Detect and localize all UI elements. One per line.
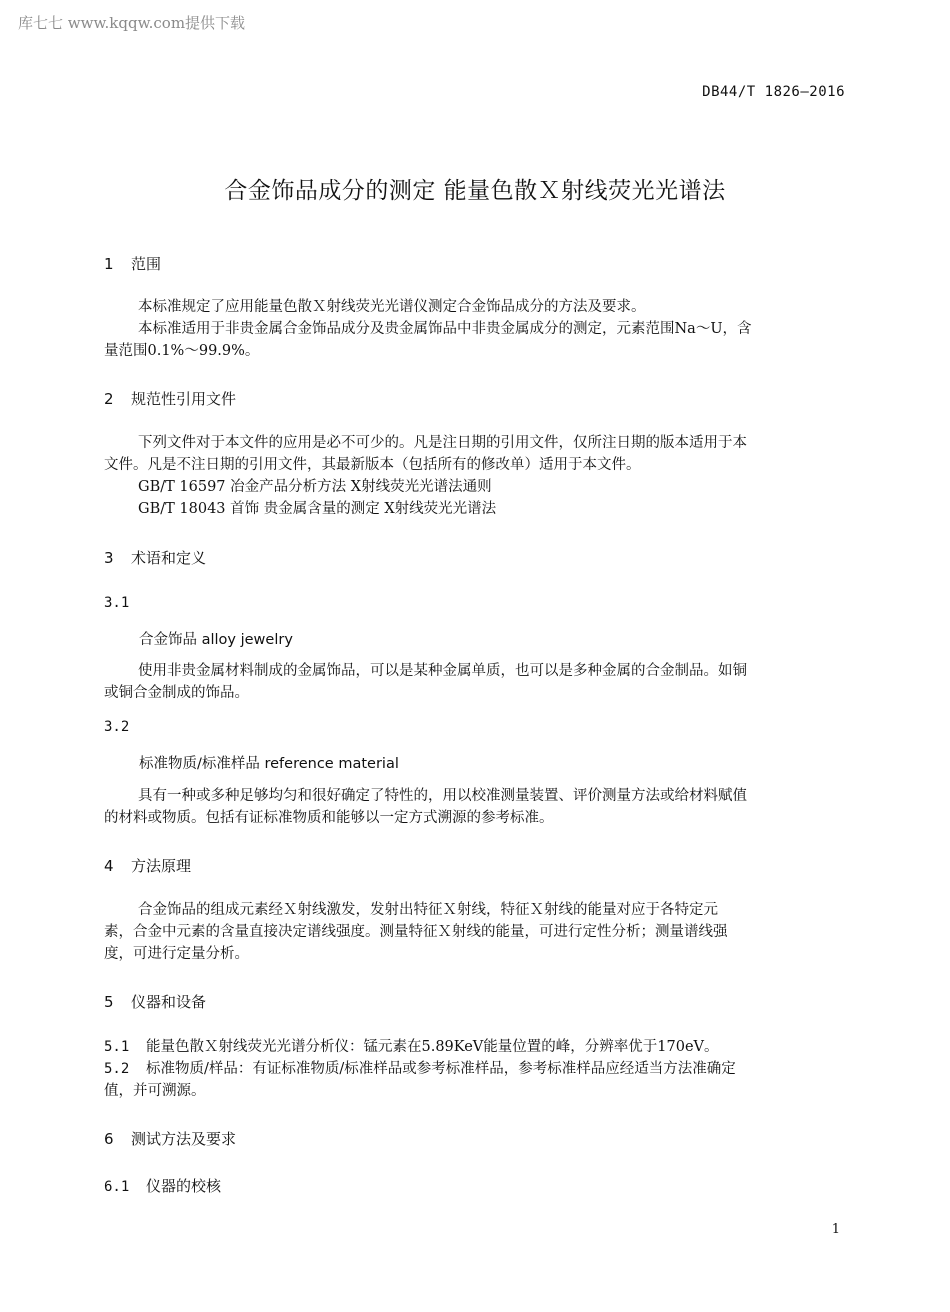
subsection-title: 仪器的校核 — [146, 1177, 222, 1195]
text-line: 素，合金中元素的含量直接决定谱线强度。测量特征Ｘ射线的能量，可进行定性分析；测量谱线强 — [104, 924, 728, 940]
item-text: 能量色散Ｘ射线荧光光谱分析仪：锰元素在5.89KeV能量位置的峰，分辨率优于170eV。 — [146, 1039, 719, 1055]
standard-code: DB44/T 1826—2016 — [702, 84, 845, 100]
section-2-heading — [104, 388, 236, 409]
section-3-heading — [104, 547, 206, 568]
subsection-number: 6.1 — [104, 1179, 130, 1195]
section-title: 规范性引用文件 — [131, 390, 237, 408]
section-5-body — [104, 1036, 846, 1102]
section-title: 术语和定义 — [131, 549, 207, 567]
section-number: 4 — [104, 857, 114, 875]
text-line: 或铜合金制成的饰品。 — [104, 685, 249, 701]
section-title: 仪器和设备 — [131, 993, 207, 1011]
text-line: 文件。凡是不注日期的引用文件，其最新版本（包括所有的修改单）适用于本文件。 — [104, 457, 641, 473]
instrument-item — [104, 1036, 846, 1058]
term-3-2-title: 标准物质/标准样品 reference material — [139, 756, 399, 772]
section-1-heading — [104, 253, 161, 274]
item-number: 5.1 — [104, 1039, 130, 1055]
section-title: 范围 — [131, 255, 162, 273]
section-number: 1 — [104, 255, 114, 273]
term-3-1-definition — [104, 660, 846, 704]
term-3-1-title: 合金饰品 alloy jewelry — [139, 632, 293, 648]
page-number: 1 — [831, 1222, 840, 1237]
section-4-body — [104, 899, 846, 965]
section-number: 3 — [104, 549, 114, 567]
reference-item: GB/T 16597 冶金产品分析方法 X射线荧光光谱法通则 — [138, 479, 492, 495]
term-3-2-definition — [104, 785, 846, 829]
section-5-heading — [104, 991, 206, 1012]
item-number: 5.2 — [104, 1061, 130, 1077]
section-1-body — [104, 296, 846, 362]
instrument-item — [104, 1058, 846, 1080]
term-3-1-number: 3.1 — [104, 595, 130, 611]
subsection-6-1-heading — [104, 1175, 221, 1196]
text-line: 合金饰品的组成元素经Ｘ射线激发，发射出特征Ｘ射线，特征Ｘ射线的能量对应于各特定元 — [138, 902, 718, 918]
section-title: 方法原理 — [131, 857, 192, 875]
text-line: 的材料或物质。包括有证标准物质和能够以一定方式溯源的参考标准。 — [104, 810, 554, 826]
text-line: 下列文件对于本文件的应用是必不可少的。凡是注日期的引用文件，仅所注日期的版本适用于本 — [138, 435, 747, 451]
section-6-heading — [104, 1128, 236, 1149]
reference-item: GB/T 18043 首饰 贵金属含量的测定 X射线荧光光谱法 — [138, 501, 497, 517]
item-text: 标准物质/样品：有证标准物质/标准样品或参考标准样品，参考标准样品应经适当方法准确定 — [146, 1061, 736, 1077]
section-number: 6 — [104, 1130, 114, 1148]
section-2-body — [104, 432, 846, 520]
text-line: 本标准适用于非贵金属合金饰品成分及贵金属饰品中非贵金属成分的测定，元素范围Na～U，含 — [138, 321, 752, 337]
text-line: 具有一种或多种足够均匀和很好确定了特性的，用以校准测量装置、评价测量方法或给材料赋值 — [138, 788, 747, 804]
watermark-text: 库七七 www.kqqw.com提供下载 — [18, 14, 246, 32]
section-4-heading — [104, 855, 191, 876]
document-title: 合金饰品成分的测定 能量色散Ｘ射线荧光光谱法 — [224, 178, 726, 204]
section-title: 测试方法及要求 — [131, 1130, 237, 1148]
section-number: 5 — [104, 993, 114, 1011]
text-line: 值，并可溯源。 — [104, 1083, 206, 1099]
text-line: 使用非贵金属材料制成的金属饰品，可以是某种金属单质，也可以是多种金属的合金制品。如铜 — [138, 663, 747, 679]
text-line: 本标准规定了应用能量色散Ｘ射线荧光光谱仪测定合金饰品成分的方法及要求。 — [138, 299, 646, 315]
text-line: 量范围0.1%～99.9%。 — [104, 343, 260, 359]
section-number: 2 — [104, 390, 114, 408]
term-3-2-number: 3.2 — [104, 719, 130, 735]
text-line: 度，可进行定量分析。 — [104, 946, 249, 962]
